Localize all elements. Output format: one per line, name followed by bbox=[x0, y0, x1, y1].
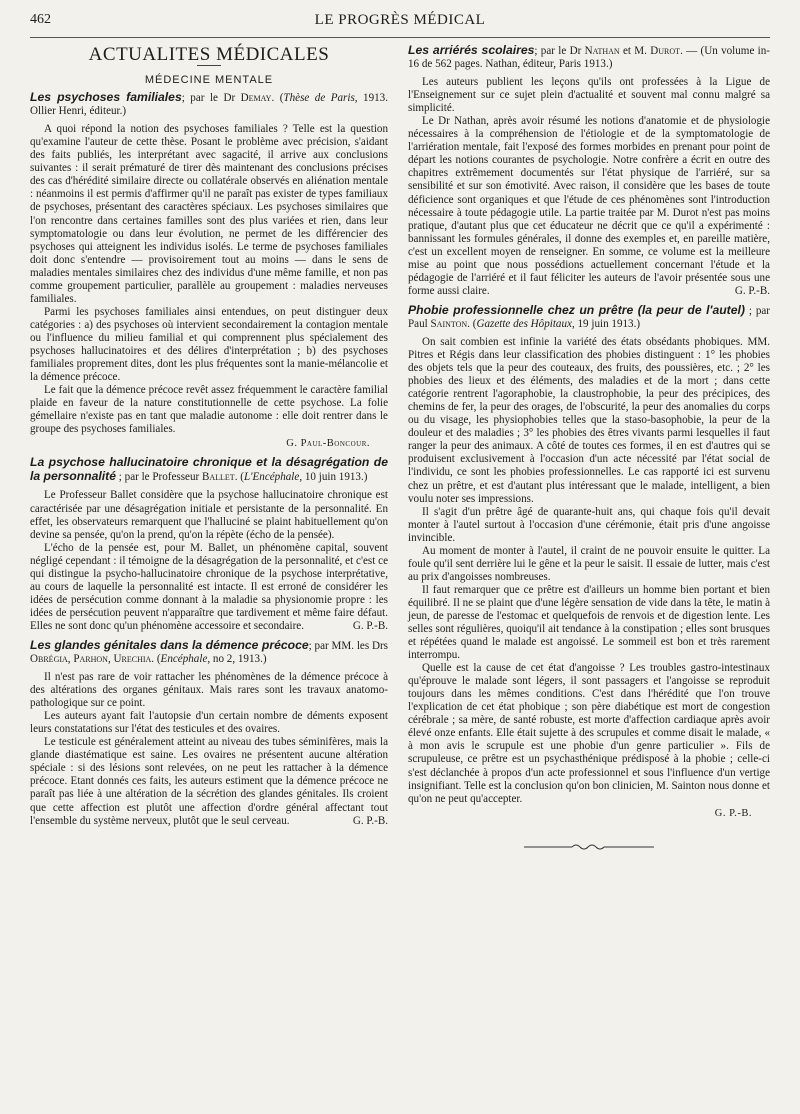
byline-text: et M. bbox=[619, 45, 651, 57]
article-signature: G. P.-B. bbox=[734, 284, 770, 297]
article-signature: G. Paul-Boncour. bbox=[286, 438, 370, 450]
byline-text: . ( bbox=[234, 471, 244, 484]
article-author: Nathan bbox=[584, 45, 620, 57]
byline-text: . ( bbox=[271, 92, 284, 105]
paragraph: Les auteurs ayant fait l'autopsie d'un certain nombre de déments exposent leurs constatations sur l'état des testicules et des ovaires. bbox=[30, 710, 388, 736]
paragraph: Il faut remarquer que ce prêtre est d'ailleurs un homme bien portant et bien équilibré. Il ne se plaint que d'une légère sensation de vide dans la tête, le matin à jeun, de paresse de l'estomac et quelquefois de renvois et de digestion lente. Les selles sont régulières, quoiqu'il ait tendance à la constipation ; elles sont brusques et répétées quand le malade est angoissé. Le sommeil est bon et très rarement interrompu. bbox=[408, 583, 770, 662]
article-title: La psychose hallucinatoire chronique et la désagrégation de la personnalité bbox=[30, 455, 388, 484]
byline-text: , no 2, 1913.) bbox=[207, 653, 267, 666]
article-source: Encéphale bbox=[160, 653, 208, 666]
byline-text: . — (Un volume in-16 de 562 pages. Nathan, éditeur, Paris 1913.) bbox=[408, 45, 770, 71]
byline-text: . ( bbox=[467, 317, 477, 330]
article-psychoses-familiales bbox=[30, 91, 388, 450]
paragraph: Les auteurs publient les leçons qu'ils ont professées à la Ligue de l'Enseignement sur ce sujet plein d'actualité et souvent mal connu malgré sa simplicité. bbox=[408, 76, 770, 115]
byline-text: ; par MM. les Drs bbox=[308, 639, 388, 652]
article-author: Sainton bbox=[430, 317, 468, 330]
paragraph: A quoi répond la notion des psychoses familiales ? Telle est la question qu'examine l'auteur de cette thèse. Posant le problème avec précision, s'aidant des faits publiés, les interprétant avec sagacité, il arrive aux conclusions suivantes : il serait prématuré de tirer dès maintenant des conclusions précises des cas d'hérédité similaire directe ou collatérale observés en aliénation mentale : néanmoins il est permis d'affirmer qu'il ne paraît pas exister de types familiaux de psychoses, présentant des caractères spéciaux. Les psychoses similaires que l'on rencontre dans certaines familles sont des plus variées et rien, dans leur symptomatologie ou dans leur évolution, ne permet de les différencier des psychoses qui atteignent les individus isolés. Le terme de psychoses familiales doit donc s'entendre — provisoirement tout au moins — dans le sens de maladies mentales similaires chez des individus d'une même famille, et non pas comme groupement particulier, parallèle au groupement : maladies nerveuses familiales. bbox=[30, 123, 388, 305]
page-number: 462 bbox=[30, 12, 51, 27]
byline-text: , 1913. Ollier Henri, éditeur.) bbox=[30, 92, 388, 118]
byline-text: ; par le Professeur bbox=[116, 471, 202, 484]
article-heading bbox=[408, 304, 770, 331]
paragraph: Le fait que la démence précoce revêt assez fréquemment le caractère familial plaide en faveur de la nature constitutionnelle de cette psychose. La folie gémellaire n'existe pas en tant que maladie autonome : elle doit rentrer dans le groupe des psychoses familiales. bbox=[30, 384, 388, 436]
article-signature: G. P.-B. bbox=[714, 807, 752, 819]
article-author: Durot bbox=[650, 45, 681, 57]
paragraph: On sait combien est infinie la variété des états obsédants phobiques. MM. Pitres et Régis dans leur classification des phobies distinguent : 1° les phobies des objets tels que la peur des couteaux, des fruits, des poussières, etc. ; 2° les phobies des lieux et des éléments, des maladies et de la mort ; dans cette catégorie rentrent l'agoraphobie, la claustrophobie, la peur des précipices, des chemins de fer, la peur des orages, de l'obscurité, la peur des anomalies du corps ou du visage, les physiophobies telles que la staso-basophobie, la peur de la douleur et des maladies ; 3° les phobies des êtres vivants parmi lesquelles il faut ranger la peur des animaux. A côté de toutes ces formes, il en est d'autres qui se produisent exclusivement à l'occasion d'un acte nécessité par l'état social de l'individu, ce sont les phobies professionnelles. Le cas rapporté ici est survenu chez un prêtre, et est d'autant plus intéressant que le malade, intelligent, a bien voulu noter ses impressions. bbox=[408, 335, 770, 505]
article-title: Les arriérés scolaires bbox=[408, 43, 535, 57]
article-glandes-genitales bbox=[30, 639, 388, 828]
subsection-title: MÉDECINE MENTALE bbox=[144, 74, 274, 87]
running-head bbox=[30, 12, 770, 34]
paragraph-text: L'écho de la pensée est, pour M. Ballet, un phénomène capital, souvent négligé cependant : il témoigne de la désagrégation de la personnalité, et c'est ce qui distingue la psycho-hallucinatoire chronique de la psychose interprétative, au cours de laquelle la personnalité est intacte. Il est erroné de considérer les idées de persécution comme donnant à la maladie sa physionomie propre : les idées de persécution peuvent n'apparaître que tardivement et même faire défaut. Elles ne sont donc qu'un phénomène accessoire et secondaire. bbox=[30, 541, 388, 632]
paragraph-text: Le Dr Nathan, après avoir résumé les notions d'anatomie et de physiologie nécessaires à la compréhension de l'étiologie et de la symptomatologie de l'arriération mentale, fait l'exposé des formes morbides en prenant pour point de départ les notions courantes de psychologie. Notre confrère a écrit en outre des chapitres extrêmement documentés sur l'état physique de l'arriéré, sur sa sensibilité et sur son émotivité. Avec raison, il considère que les bases de toute déficience sont organiques et que l'étude de ces phénomènes sont l'introduction nécessaire à toute pédagogie utile. La partie traitée par M. Durot n'est pas moins pratique, d'autant plus que cet éducateur ne décrit que ce qu'il a expérimenté : bannissant les formules générales, il donne des exemples et, en pareille matière, c'est un excellent moyen de renseigner. En somme, ce volume est la meilleure mise au point que nous possédions actuellement concernant l'étude et la pédagogie de l'arriéré et il faut féliciter les auteurs de l'avoir présentée sous une forme aussi claire. bbox=[408, 115, 770, 297]
article-heading bbox=[30, 639, 388, 666]
section-divider bbox=[197, 65, 221, 66]
article-author: Obrégia, Parhon, Urechia bbox=[30, 653, 152, 666]
section-title: ACTUALITES MÉDICALES bbox=[88, 44, 330, 65]
paragraph bbox=[408, 115, 770, 298]
article-title: Phobie professionnelle chez un prêtre (la peur de l'autel) bbox=[408, 302, 745, 317]
article-title: Les glandes génitales dans la démence précoce bbox=[30, 637, 309, 652]
paragraph bbox=[30, 736, 388, 827]
article-source: L'Encéphale bbox=[243, 471, 300, 484]
paragraph-text: Le testicule est généralement atteint au niveau des tubes séminifères, mais la glande diastématique est saine. Les ovaires ne présentent aucune altération spéciale : si des lésions sont relevées, on ne peut les rattacher à la démence précoce. Etant donnés ces faits, les auteurs estiment que la démence précoce ne paraît pas liée à une altération de la sécrétion des glandes génitales. Ils croient que cette affection est plutôt une affection d'ordre général affectant tout l'ensemble du système nerveux, plutôt que le seul cerveau. bbox=[30, 736, 388, 827]
byline-text: ; par le Dr bbox=[534, 45, 585, 57]
wavy-rule-icon bbox=[524, 842, 654, 852]
paragraph: Parmi les psychoses familiales ainsi entendues, on peut distinguer deux catégories : a) des psychoses où intervient secondairement la contagion mentale ou l'influence du milieu familial et qui comprennent plus spécialement des psychoses hallucinatoires et des délires d'interprétation ; b) des psychoses familiales proprement dites, dont les plus fréquentes sont la manie-mélancolie et la démence précoce. bbox=[30, 305, 388, 384]
article-author: Demay bbox=[240, 92, 272, 105]
article-author: Ballet bbox=[201, 471, 235, 484]
article-arrieres-scolaires bbox=[408, 44, 770, 298]
paragraph: Quelle est la cause de cet état d'angoisse ? Les troubles gastro-intestinaux qu'éprouve le malade sont légers, il sont passagers et l'angoisse se reproduit toujours dans les mêmes conditions. C'est dans l'hérédité que l'on trouve l'explication de cet état phobique ; son père diabétique est mort de congestion cérébrale ; sa mère, de santé robuste, est morte d'affection cardiaque après avoir élevé onze enfants. Elle était sujette à des scrupules et comme disait le malade, « à mon avis le scrupule est une phobie d'un genre particulier ». Fils de scrupuleuse, ce prêtre est un psychasthénique prédisposé à la phobie ; celle-ci s'est déclanchée à propos d'un acte professionnel et sous l'influence d'un vertige insignifiant. Telle est la conclusion qu'on bon clinicien, M. Sainton nous donne et qu'on ne peut qu'accepter. bbox=[408, 662, 770, 805]
left-column bbox=[30, 44, 388, 834]
article-signature: G. P.-B. bbox=[352, 814, 388, 827]
paragraph: Il s'agit d'un prêtre âgé de quarante-huit ans, qui chaque fois qu'il devait monter à l'autel surtout à l'occasion d'une cérémonie, était pris d'une angoisse invincible. bbox=[408, 505, 770, 544]
article-phobie-professionnelle bbox=[408, 304, 770, 820]
paragraph: Il n'est pas rare de voir rattacher les phénomènes de la démence précoce à des altérations des organes génitaux. Mais rares sont les travaux anatomo-pathologique sur ce point. bbox=[30, 671, 388, 710]
paragraph bbox=[30, 542, 388, 633]
article-psychose-hallucinatoire bbox=[30, 456, 388, 633]
article-heading bbox=[408, 44, 770, 71]
byline-text: ; par Paul bbox=[408, 304, 770, 330]
byline-text: , 10 juin 1913.) bbox=[299, 471, 368, 484]
article-heading bbox=[30, 456, 388, 484]
byline-text: . ( bbox=[151, 653, 161, 666]
byline-text: ; par le Dr bbox=[181, 92, 241, 105]
article-signature: G. P.-B. bbox=[352, 619, 388, 632]
article-heading bbox=[30, 91, 388, 118]
right-column bbox=[408, 44, 770, 852]
byline-text: , 19 juin 1913.) bbox=[571, 317, 641, 330]
paragraph: Le Professeur Ballet considère que la psychose hallucinatoire chronique est caractérisée par une désagrégation initiale et persistante de la personnalité. En effet, les observateurs remarquent que l'halluciné se plaint habituellement qu'on devine sa pensée, qu'on la prend, qu'on la répète (écho de la pensée). bbox=[30, 489, 388, 541]
article-title: Les psychoses familiales bbox=[30, 90, 182, 105]
header-rule bbox=[30, 37, 770, 38]
article-source: Gazette des Hôpitaux bbox=[476, 317, 572, 330]
paragraph: Au moment de monter à l'autel, il craint de ne pouvoir ensuite le quitter. La foule qu'il sent derrière lui le gêne et la peur le saisit. Il essaie de lutter, mais c'est au prix d'angoisses nombreuses. bbox=[408, 544, 770, 583]
journal-title: LE PROGRÈS MÉDICAL bbox=[314, 12, 486, 28]
article-source: Thèse de Paris bbox=[283, 92, 355, 105]
